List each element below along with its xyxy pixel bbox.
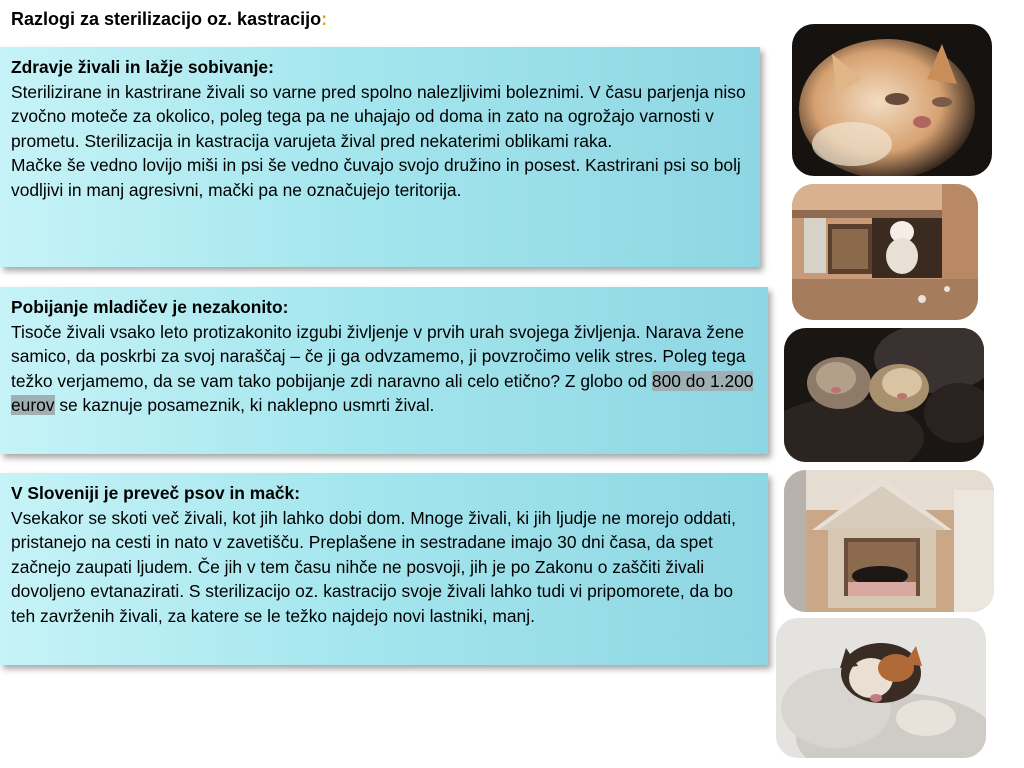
slide-title [11,9,327,30]
section-text-before: Tisoče živali vsako leto protizakonito izgubi življenje v prvih urah svojega življenja. Narava žene samico, da poskrbi za svoj naraščaj – če ji ga odvzamemo, ji povzročimo velik stres. Poleg tega težko verjamemo, da se vam tako pobijanje zdi naravno ali celo etično? Z globo od [11,321,746,391]
slide-title-colon: : [321,9,328,29]
section-health [0,47,760,267]
section-paragraph [11,320,758,418]
section-overpopulation [0,473,768,665]
section-heading: Pobijanje mladičev je nezakonito: [11,297,289,317]
photo-kitten-in-hand [776,618,986,758]
section-heading: V Sloveniji je preveč psov in mačk: [11,483,301,503]
photo-sick-kitten [792,24,992,176]
section-heading: Zdravje živali in lažje sobivanje: [11,57,274,77]
photo-dog-house [784,470,994,612]
section-paragraph: Mačke še vedno lovijo miši in psi še vedno čuvajo svojo družino in posest. Kastrirani psi so bolj vodljivi in manj agresivni, mački pa ne označujejo teritorija. [11,155,741,200]
photo-newborn-kittens [784,328,984,462]
section-paragraph: Sterilizirane in kastrirane živali so varne pred spolno nalezljivimi boleznimi. V času parjenja niso zvočno moteče za okolico, poleg tega pa ne uhajajo od doma in zato na ogrožajo varnosti v prometu. Sterilizacija in kastracija varujeta žival pred nekaterimi oblikami raka. [11,81,746,151]
photo-dog-under-shed [792,184,978,320]
section-killing-illegal [0,287,768,454]
section-text-after: se kaznuje posameznik, ki naklepno usmrti žival. [54,395,435,415]
section-paragraph: Vsekakor se skoti več živali, kot jih lahko dobi dom. Mnoge živali, ki jih ljudje ne morejo oddati, pristanejo na cesti in nato v zavetišču. Preplašene in sestradane imajo 30 dni časa, da spet začnejo zaupati ljudem. Če jih v tem času nihče ne posvoji, jih je po Zakonu o zaščiti živali dovoljeno evtanazirati. S sterilizacijo oz. kastracijo svoje živali lahko tudi vi pripomorete, da bo teh zavrženih živali, za katere se le težko najdejo novi lastniki, manj. [11,507,736,626]
slide-title-text: Razlogi za sterilizacijo oz. kastracijo [11,9,322,29]
fine-amount-highlight: 800 do 1.200 eurov [11,370,754,415]
